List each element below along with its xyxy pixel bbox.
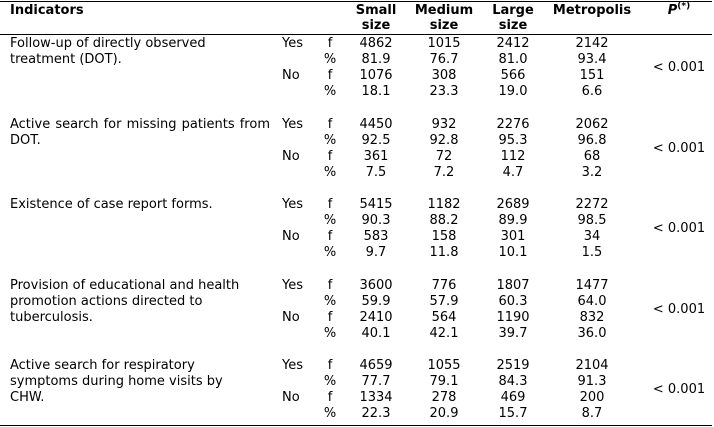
medium-size-cell: 11.8 <box>429 245 459 260</box>
small-size-cell: 92.5 <box>361 133 391 148</box>
response-cell: Yes <box>282 197 303 212</box>
large-size-cell: 4.7 <box>502 165 524 180</box>
small-size-cell: 3600 <box>359 278 393 293</box>
header-p-letter: P <box>667 3 678 18</box>
large-size-cell: 301 <box>500 229 526 244</box>
large-size-cell: 19.0 <box>498 84 528 99</box>
small-size-cell: 90.3 <box>361 213 391 228</box>
large-size-cell: 469 <box>500 390 526 405</box>
medium-size-cell: 92.8 <box>429 133 459 148</box>
medium-size-cell: 278 <box>431 390 457 405</box>
small-size-cell: 5415 <box>359 197 393 212</box>
large-size-cell: 15.7 <box>498 406 528 421</box>
small-size-cell: 81.9 <box>361 52 391 67</box>
large-size-cell: 2412 <box>496 36 530 51</box>
medium-size-cell: 776 <box>431 278 457 293</box>
metropolis-cell: 2104 <box>575 358 609 373</box>
statistic-cell: f <box>327 68 333 83</box>
indicator-name: Active search for respiratory symptoms during home visits by CHW. <box>10 358 223 405</box>
metropolis-cell: 93.4 <box>577 52 607 67</box>
header-indicators: Indicators <box>10 3 84 18</box>
large-size-cell: 84.3 <box>498 374 528 389</box>
metropolis-cell: 2272 <box>575 197 609 212</box>
statistic-cell: % <box>323 406 337 421</box>
large-size-cell: 81.0 <box>498 52 528 67</box>
statistic-cell: % <box>323 84 337 99</box>
header-metropolis: Metropolis <box>552 3 632 18</box>
indicator-name: Follow-up of directly observed treatment (DOT). <box>10 36 206 67</box>
metropolis-cell: 34 <box>583 229 601 244</box>
small-size-cell: 9.7 <box>365 245 387 260</box>
small-size-cell: 4450 <box>359 117 393 132</box>
medium-size-cell: 79.1 <box>429 374 459 389</box>
small-size-cell: 583 <box>363 229 389 244</box>
metropolis-cell: 68 <box>583 149 601 164</box>
metropolis-cell: 36.0 <box>577 326 607 341</box>
medium-size-cell: 23.3 <box>429 84 459 99</box>
indicator-name: Existence of case report forms. <box>10 197 213 212</box>
medium-size-cell: 7.2 <box>433 165 455 180</box>
medium-size-cell: 1055 <box>427 358 461 373</box>
metropolis-cell: 96.8 <box>577 133 607 148</box>
medium-size-cell: 308 <box>431 68 457 83</box>
top-rule <box>0 1 712 2</box>
header-p-superscript: (*) <box>677 1 691 12</box>
p-value-cell: < 0.001 <box>652 382 706 397</box>
p-value-cell: < 0.001 <box>652 141 706 156</box>
statistic-cell: f <box>327 197 333 212</box>
metropolis-cell: 6.6 <box>581 84 603 99</box>
statistic-cell: % <box>323 165 337 180</box>
large-size-cell: 95.3 <box>498 133 528 148</box>
header-rule <box>0 34 712 35</box>
medium-size-cell: 1182 <box>427 197 461 212</box>
metropolis-cell: 151 <box>579 68 605 83</box>
small-size-cell: 4659 <box>359 358 393 373</box>
small-size-cell: 59.9 <box>361 294 391 309</box>
large-size-cell: 89.9 <box>498 213 528 228</box>
statistic-cell: f <box>327 117 333 132</box>
metropolis-cell: 200 <box>579 390 605 405</box>
statistic-cell: f <box>327 36 333 51</box>
bottom-rule <box>0 425 712 426</box>
header-large-size: Large size <box>492 3 534 33</box>
metropolis-cell: 91.3 <box>577 374 607 389</box>
statistic-cell: f <box>327 358 333 373</box>
medium-size-cell: 72 <box>435 149 453 164</box>
medium-size-cell: 76.7 <box>429 52 459 67</box>
response-cell: No <box>282 68 300 83</box>
statistic-cell: f <box>327 278 333 293</box>
metropolis-cell: 1477 <box>575 278 609 293</box>
statistic-cell: f <box>327 390 333 405</box>
statistic-cell: % <box>323 374 337 389</box>
metropolis-cell: 2142 <box>575 36 609 51</box>
large-size-cell: 39.7 <box>498 326 528 341</box>
medium-size-cell: 88.2 <box>429 213 459 228</box>
small-size-cell: 361 <box>363 149 389 164</box>
response-cell: No <box>282 149 300 164</box>
statistic-cell: % <box>323 133 337 148</box>
response-cell: Yes <box>282 117 303 132</box>
indicator-name: Active search for missing patients from DOT. <box>10 117 270 148</box>
response-cell: Yes <box>282 278 303 293</box>
indicator-name: Provision of educational and health promotion actions directed to tuberculosis. <box>10 278 240 325</box>
statistic-cell: f <box>327 149 333 164</box>
small-size-cell: 77.7 <box>361 374 391 389</box>
small-size-cell: 40.1 <box>361 326 391 341</box>
metropolis-cell: 3.2 <box>581 165 603 180</box>
metropolis-cell: 64.0 <box>577 294 607 309</box>
metropolis-cell: 1.5 <box>581 245 603 260</box>
medium-size-cell: 57.9 <box>429 294 459 309</box>
statistic-cell: % <box>323 52 337 67</box>
small-size-cell: 18.1 <box>361 84 391 99</box>
small-size-cell: 4862 <box>359 36 393 51</box>
medium-size-cell: 932 <box>431 117 457 132</box>
small-size-cell: 1076 <box>359 68 393 83</box>
small-size-cell: 22.3 <box>361 406 391 421</box>
large-size-cell: 1190 <box>496 310 530 325</box>
response-cell: No <box>282 390 300 405</box>
statistic-cell: f <box>327 310 333 325</box>
statistic-cell: % <box>323 294 337 309</box>
metropolis-cell: 2062 <box>575 117 609 132</box>
statistic-cell: % <box>323 213 337 228</box>
small-size-cell: 1334 <box>359 390 393 405</box>
large-size-cell: 2519 <box>496 358 530 373</box>
medium-size-cell: 42.1 <box>429 326 459 341</box>
large-size-cell: 10.1 <box>498 245 528 260</box>
p-value-cell: < 0.001 <box>652 302 706 317</box>
statistic-cell: % <box>323 245 337 260</box>
response-cell: No <box>282 310 300 325</box>
response-cell: No <box>282 229 300 244</box>
metropolis-cell: 98.5 <box>577 213 607 228</box>
p-value-cell: < 0.001 <box>652 221 706 236</box>
metropolis-cell: 832 <box>579 310 605 325</box>
small-size-cell: 7.5 <box>365 165 387 180</box>
large-size-cell: 2276 <box>496 117 530 132</box>
large-size-cell: 566 <box>500 68 526 83</box>
small-size-cell: 2410 <box>359 310 393 325</box>
p-value-cell: < 0.001 <box>652 60 706 75</box>
statistic-cell: % <box>323 326 337 341</box>
statistic-cell: f <box>327 229 333 244</box>
large-size-cell: 2689 <box>496 197 530 212</box>
header-medium-size: Medium size <box>414 3 474 33</box>
medium-size-cell: 20.9 <box>429 406 459 421</box>
response-cell: Yes <box>282 358 303 373</box>
medium-size-cell: 1015 <box>427 36 461 51</box>
medium-size-cell: 564 <box>431 310 457 325</box>
header-p-value <box>655 3 703 18</box>
large-size-cell: 112 <box>500 149 526 164</box>
large-size-cell: 1807 <box>496 278 530 293</box>
large-size-cell: 60.3 <box>498 294 528 309</box>
metropolis-cell: 8.7 <box>581 406 603 421</box>
header-small-size: Small size <box>355 3 397 33</box>
response-cell: Yes <box>282 36 303 51</box>
medium-size-cell: 158 <box>431 229 457 244</box>
